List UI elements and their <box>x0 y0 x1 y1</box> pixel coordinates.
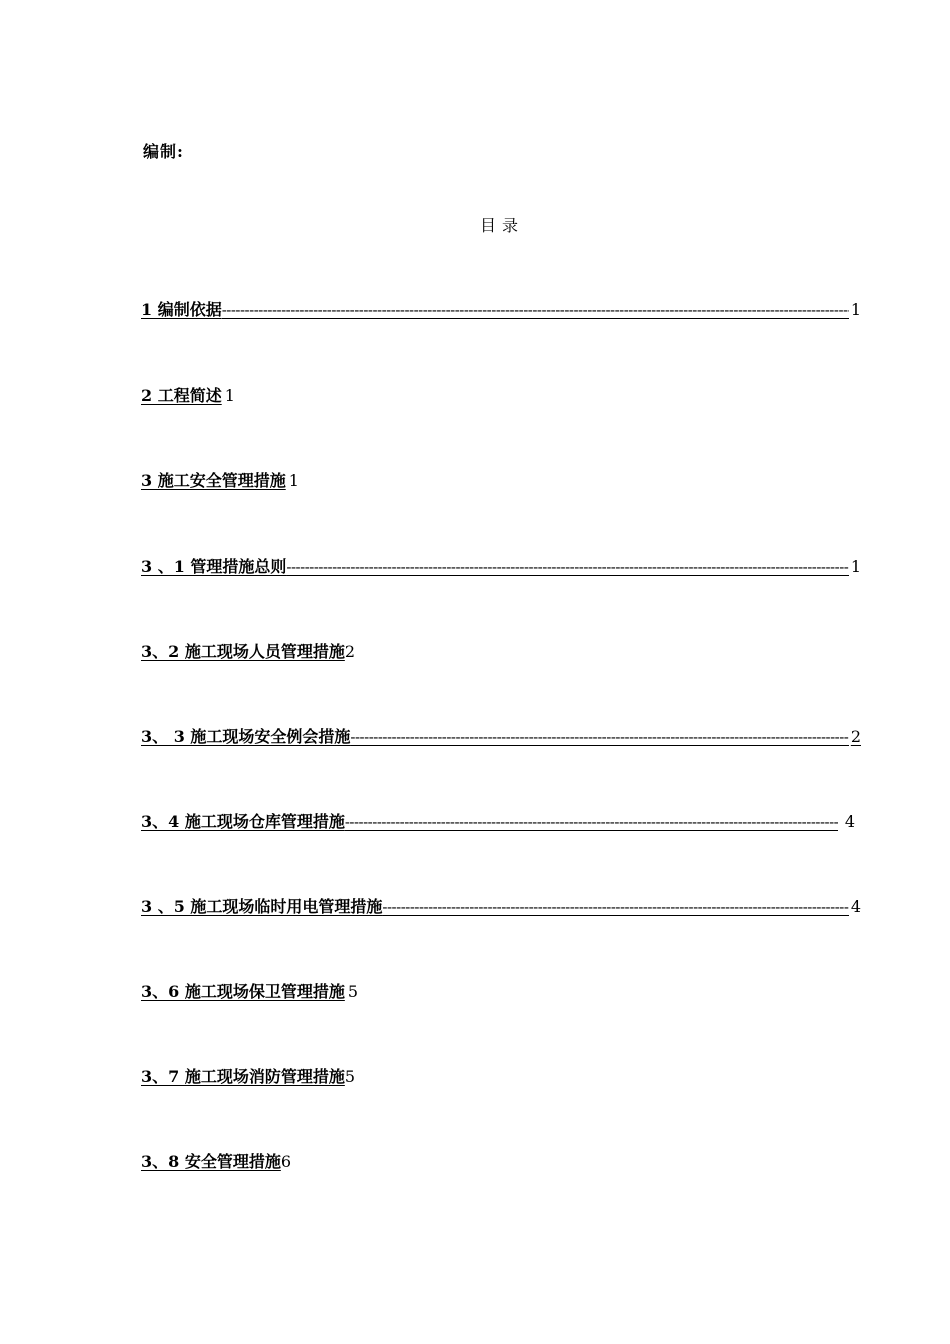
toc-entry-page: 1 <box>850 300 861 319</box>
toc-dot-leader <box>345 810 838 834</box>
toc-entry-3-4[interactable] <box>141 810 855 834</box>
toc-dot-leader <box>286 555 848 579</box>
toc-entry-3-5[interactable] <box>141 895 861 919</box>
toc-entry-page: 1 <box>288 471 299 490</box>
toc-entry-page: 5 <box>344 1067 356 1086</box>
toc-entry-label: 3、8 安全管理措施 <box>141 1152 281 1171</box>
toc-entry-label: 3、7 施工现场消防管理措施 <box>141 1067 345 1086</box>
toc-entry-3-3[interactable] <box>141 725 861 749</box>
toc-entry-label: 2 工程简述 <box>141 386 222 405</box>
toc-entry-page: 4 <box>850 897 861 916</box>
toc-entry-page: 4 <box>839 812 855 831</box>
toc-entry-2[interactable] <box>141 384 235 408</box>
toc-entry-page: 1 <box>850 557 861 576</box>
toc-dot-leader <box>382 895 848 919</box>
prepared-by-label: 编制: <box>143 142 184 161</box>
toc-entry-3-1[interactable] <box>141 555 861 579</box>
toc-entry-label: 3 施工安全管理措施 <box>141 471 286 490</box>
toc-entry-page: 1 <box>224 386 235 405</box>
toc-entry-label: 3、6 施工现场保卫管理措施 <box>141 982 345 1001</box>
toc-entry-label: 3、 3 施工现场安全例会措施 <box>141 727 351 746</box>
toc-entry-label: 3 、5 施工现场临时用电管理措施 <box>141 897 383 916</box>
toc-entry-1[interactable] <box>141 298 861 322</box>
toc-entry-page: 2 <box>344 642 356 661</box>
toc-entry-label: 3、4 施工现场仓库管理措施 <box>141 812 345 831</box>
toc-dot-leader <box>222 298 849 322</box>
toc-entry-page: 2 <box>850 727 861 746</box>
toc-title: 目录 <box>479 216 524 235</box>
toc-entry-page: 6 <box>280 1152 292 1171</box>
toc-entry-page: 5 <box>347 982 359 1001</box>
toc-entry-3-8[interactable] <box>141 1150 291 1174</box>
toc-entry-label: 3 、1 管理措施总则 <box>141 557 287 576</box>
toc-entry-3-6[interactable] <box>141 980 358 1004</box>
toc-entry-3-7[interactable] <box>141 1065 355 1089</box>
toc-entry-label: 3、2 施工现场人员管理措施 <box>141 642 345 661</box>
toc-entry-label: 1 编制依据 <box>141 300 222 319</box>
toc-dot-leader <box>350 725 848 749</box>
toc-entry-3[interactable] <box>141 469 299 493</box>
toc-entry-3-2[interactable] <box>141 640 355 664</box>
